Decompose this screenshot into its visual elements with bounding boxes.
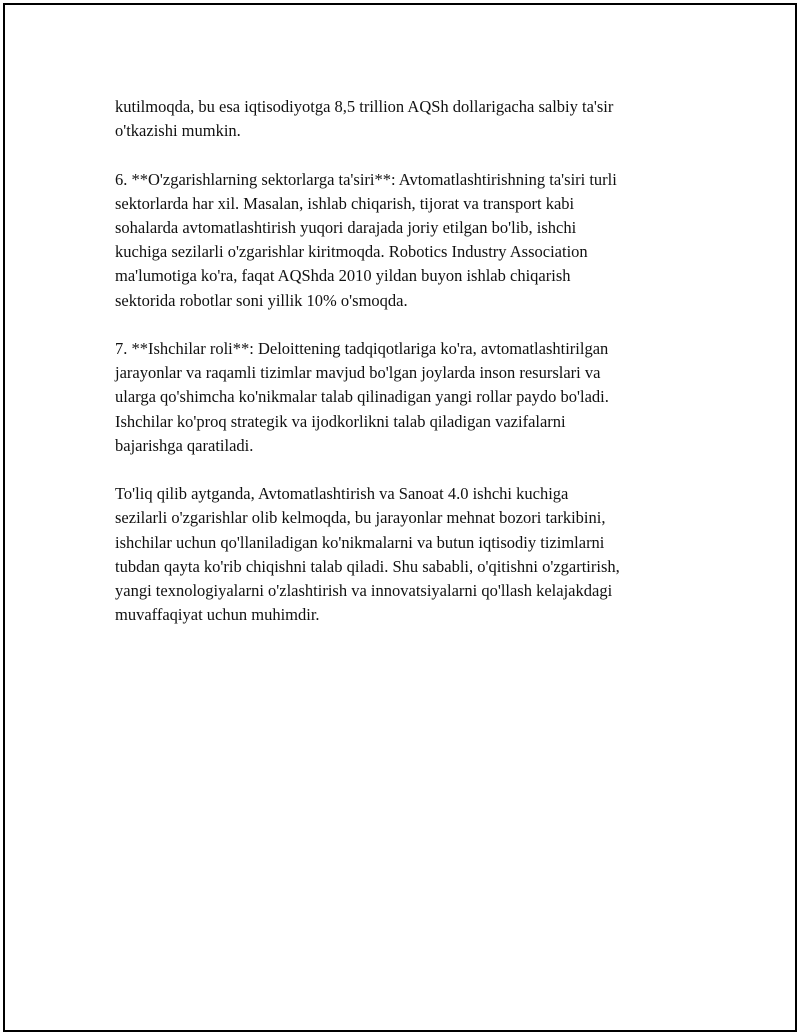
text-line: sezilarli o'zgarishlar olib kelmoqda, bu jarayonlar mehnat bozori tarkibini, (115, 508, 606, 528)
text-line: sektorida robotlar soni yillik 10% o'smoqda. (115, 290, 408, 310)
text-line: To'liq qilib aytganda, Avtomatlashtirish va Sanoat 4.0 ishchi kuchiga (115, 484, 569, 504)
text-line: muvaffaqiyat uchun muhimdir. (115, 605, 320, 625)
text-line: yangi texnologiyalarni o'zlashtirish va innovatsiyalarni qo'llash kelajakdagi (115, 581, 613, 601)
text-line: sektorlarda har xil. Masalan, ishlab chiqarish, tijorat va transport kabi (115, 193, 575, 213)
text-line: ma'lumotiga ko'ra, faqat AQShda 2010 yildan buyon ishlab chiqarish (115, 266, 571, 286)
paragraph-worker-role (115, 337, 695, 458)
text-line: bajarishga qaratiladi. (115, 435, 254, 455)
paragraph-sector-impact (115, 168, 695, 313)
text-line: jarayonlar va raqamli tizimlar mavjud bo'lgan joylarda inson resurslari va (115, 363, 601, 383)
paragraph-continuation (115, 95, 695, 143)
text-line: kutilmoqda, bu esa iqtisodiyotga 8,5 trillion AQSh dollarigacha salbiy ta'sir (115, 97, 614, 116)
text-line: Ishchilar ko'proq strategik va ijodkorlikni talab qiladigan vazifalarni (115, 411, 566, 431)
text-line: 6. **O'zgarishlarning sektorlarga ta'siri**: Avtomatlashtirishning ta'siri turli (115, 169, 617, 189)
text-line: kuchiga sezilarli o'zgarishlar kiritmoqda. Robotics Industry Association (115, 242, 588, 262)
text-line: ishchilar uchun qo'llaniladigan ko'nikmalarni va butun iqtisodiy tizimlarni (115, 532, 605, 552)
document-body (115, 95, 695, 652)
text-line: 7. **Ishchilar roli**: Deloittening tadqiqotlariga ko'ra, avtomatlashtirilgan (115, 339, 609, 358)
text-line: sohalarda avtomatlashtirish yuqori darajada joriy etilgan bo'lib, ishchi (115, 218, 577, 237)
paragraph-conclusion (115, 482, 695, 627)
text-line: o'tkazishi mumkin. (115, 121, 241, 141)
text-line: tubdan qayta ko'rib chiqishni talab qiladi. Shu sababli, o'qitishni o'zgartirish, (115, 556, 620, 576)
text-line: ularga qo'shimcha ko'nikmalar talab qilinadigan yangi rollar paydo bo'ladi. (115, 387, 609, 407)
